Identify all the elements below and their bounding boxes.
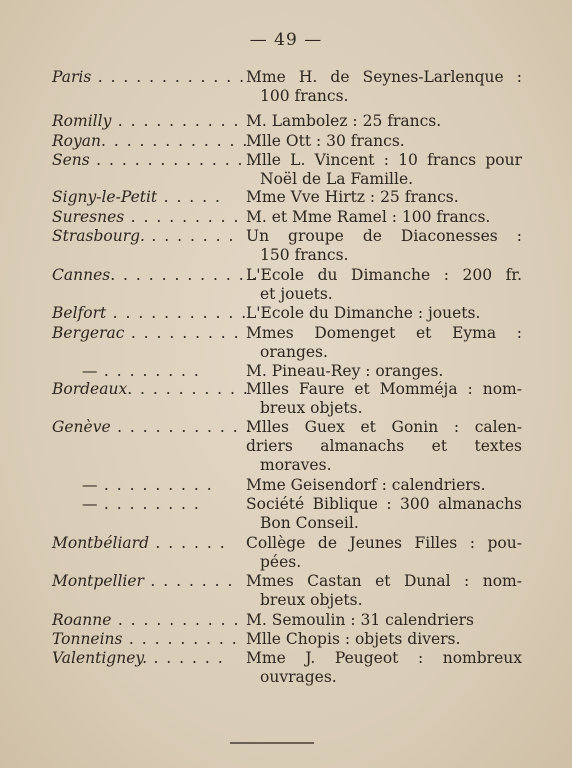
place-label: — bbox=[82, 495, 98, 513]
leader-dots: . . . . . . . . bbox=[97, 362, 201, 380]
description-line: Mlles Faure et Momméja : nom- bbox=[246, 380, 522, 398]
description-line: Mlle Ott : 30 francs. bbox=[246, 132, 405, 150]
leader-dots: . . . . . . bbox=[149, 534, 227, 552]
donation-description bbox=[246, 304, 522, 323]
description-line: driers almanachs et textes bbox=[246, 437, 522, 455]
donation-description bbox=[246, 418, 522, 475]
place-label: — bbox=[82, 362, 98, 380]
description-line: M. Pineau-Rey : oranges. bbox=[246, 362, 444, 380]
description-line: Mme H. de Seynes-Larlenque : bbox=[246, 68, 522, 86]
leader-dots: . . . . . . . . . bbox=[124, 208, 240, 226]
description-line: L'Ecole du Dimanche : jouets. bbox=[246, 304, 481, 322]
description-line: L'Ecole du Dimanche : 200 fr. bbox=[246, 266, 522, 284]
place-label: Sens bbox=[52, 151, 90, 169]
donation-description bbox=[246, 188, 522, 207]
leader-dots: . . . . . . . . . bbox=[122, 630, 239, 648]
place-name bbox=[52, 476, 232, 495]
place-name bbox=[52, 418, 253, 437]
footer-rule bbox=[230, 742, 314, 744]
place-label: Bordeaux bbox=[52, 380, 128, 398]
place-name bbox=[52, 266, 259, 285]
place-name bbox=[52, 630, 239, 649]
description-line: Noël de La Famille. bbox=[260, 170, 414, 188]
donation-description bbox=[246, 495, 522, 533]
place-name bbox=[52, 495, 232, 514]
place-name bbox=[52, 380, 250, 399]
description-line: Bon Conseil. bbox=[260, 514, 359, 532]
place-label: Bergerac bbox=[52, 324, 125, 342]
description-line: Société Biblique : 300 almanachs bbox=[246, 495, 522, 513]
description-line: Mlle Chopis : objets divers. bbox=[246, 630, 461, 648]
donation-description bbox=[246, 362, 522, 381]
leader-dots: . . . . . . . . . . . . . bbox=[91, 68, 259, 86]
place-label: Valentigney. bbox=[52, 649, 148, 667]
description-line: oranges. bbox=[260, 343, 328, 361]
description-line: Mme Geisendorf : calendriers. bbox=[246, 476, 486, 494]
place-label: Royan bbox=[52, 132, 101, 150]
description-line: M. Lambolez : 25 francs. bbox=[246, 112, 442, 130]
leader-dots: . . . . . . . . . . . . . bbox=[100, 132, 262, 150]
leader-dots: . . . . . . . . . . . bbox=[110, 418, 253, 436]
description-line: Mme J. Peugeot : nombreux bbox=[246, 649, 522, 667]
donation-description bbox=[246, 151, 522, 189]
description-line: Mmes Domenget et Eyma : bbox=[246, 324, 522, 342]
description-line: ouvrages. bbox=[260, 668, 337, 686]
leader-dots: . . . . . . . bbox=[144, 227, 235, 245]
place-name bbox=[52, 534, 232, 553]
description-line: breux objets. bbox=[260, 591, 363, 609]
donation-description bbox=[246, 649, 522, 687]
leader-dots: . . . . . . . . . . . . bbox=[110, 266, 259, 284]
place-label: Roanne bbox=[52, 611, 112, 629]
leader-dots: . . . . . . . . . . . . . bbox=[89, 151, 257, 169]
place-label: Montpellier bbox=[52, 572, 144, 590]
description-line: Mmes Castan et Dunal : nom- bbox=[246, 572, 522, 590]
leader-dots: . . . . . . . . . . bbox=[111, 112, 240, 130]
description-line: Mlle L. Vincent : 10 francs pour bbox=[246, 151, 522, 169]
leader-dots: . . . . . . . . . . bbox=[111, 611, 240, 629]
place-name bbox=[52, 112, 240, 131]
description-line: 150 francs. bbox=[260, 246, 349, 264]
description-line: Un groupe de Diaconesses : bbox=[246, 227, 522, 245]
description-line: Collège de Jeunes Filles : pou- bbox=[246, 534, 522, 552]
leader-dots: . . . . . . . . . . bbox=[127, 380, 250, 398]
place-label: Cannes bbox=[52, 266, 111, 284]
place-name bbox=[52, 208, 240, 227]
donation-description bbox=[246, 112, 522, 131]
description-line: 100 francs. bbox=[260, 87, 349, 105]
donation-description bbox=[246, 132, 522, 151]
description-line: M. Semoulin : 31 calendriers bbox=[246, 611, 475, 629]
description-line: Mme Vve Hirtz : 25 francs. bbox=[246, 188, 459, 206]
donation-description bbox=[246, 380, 522, 418]
place-name bbox=[52, 362, 232, 381]
donation-description bbox=[246, 68, 522, 106]
place-name bbox=[52, 68, 259, 87]
description-line: pées. bbox=[260, 553, 302, 571]
donation-description bbox=[246, 534, 522, 572]
place-label: Montbéliard bbox=[52, 534, 149, 552]
place-name bbox=[52, 132, 262, 151]
place-label: Strasbourg. bbox=[52, 227, 145, 245]
leader-dots: . . . . . . . . bbox=[97, 495, 201, 513]
place-name bbox=[52, 188, 232, 207]
donation-description bbox=[246, 227, 522, 265]
leader-dots: . . . . . . . . . bbox=[124, 324, 241, 342]
page-number: — 49 — bbox=[249, 30, 323, 50]
donation-description bbox=[246, 324, 522, 362]
donation-description bbox=[246, 630, 522, 649]
place-name bbox=[52, 649, 232, 668]
donation-description bbox=[246, 208, 522, 227]
leader-dots: . . . . . . bbox=[147, 649, 225, 667]
leader-dots: . . . . . . . bbox=[143, 572, 234, 590]
leader-dots: . . . . . bbox=[157, 188, 222, 206]
place-label: Signy-le-Petit bbox=[52, 188, 158, 206]
place-label: Belfort bbox=[52, 304, 107, 322]
place-label: Suresnes bbox=[52, 208, 125, 226]
leader-dots: . . . . . . . . . . . bbox=[106, 304, 248, 322]
place-name bbox=[52, 227, 235, 246]
description-line: breux objets. bbox=[260, 399, 363, 417]
place-label: Paris bbox=[52, 68, 92, 86]
donation-description bbox=[246, 266, 522, 304]
description-line: et jouets. bbox=[260, 285, 333, 303]
place-name bbox=[52, 304, 248, 323]
place-label: — bbox=[82, 476, 98, 494]
description-line: Mlles Guex et Gonin : calen- bbox=[246, 418, 522, 436]
place-label: Genève bbox=[52, 418, 111, 436]
donation-description bbox=[246, 476, 522, 495]
leader-dots: . . . . . . . . . bbox=[97, 476, 214, 494]
place-name bbox=[52, 572, 232, 591]
donation-description bbox=[246, 611, 522, 630]
place-name bbox=[52, 611, 240, 630]
place-name bbox=[52, 324, 241, 343]
description-line: M. et Mme Ramel : 100 francs. bbox=[246, 208, 491, 226]
place-name bbox=[52, 151, 257, 170]
donation-description bbox=[246, 572, 522, 610]
place-label: Romilly bbox=[52, 112, 112, 130]
description-line: moraves. bbox=[260, 456, 332, 474]
place-label: Tonneins bbox=[52, 630, 123, 648]
